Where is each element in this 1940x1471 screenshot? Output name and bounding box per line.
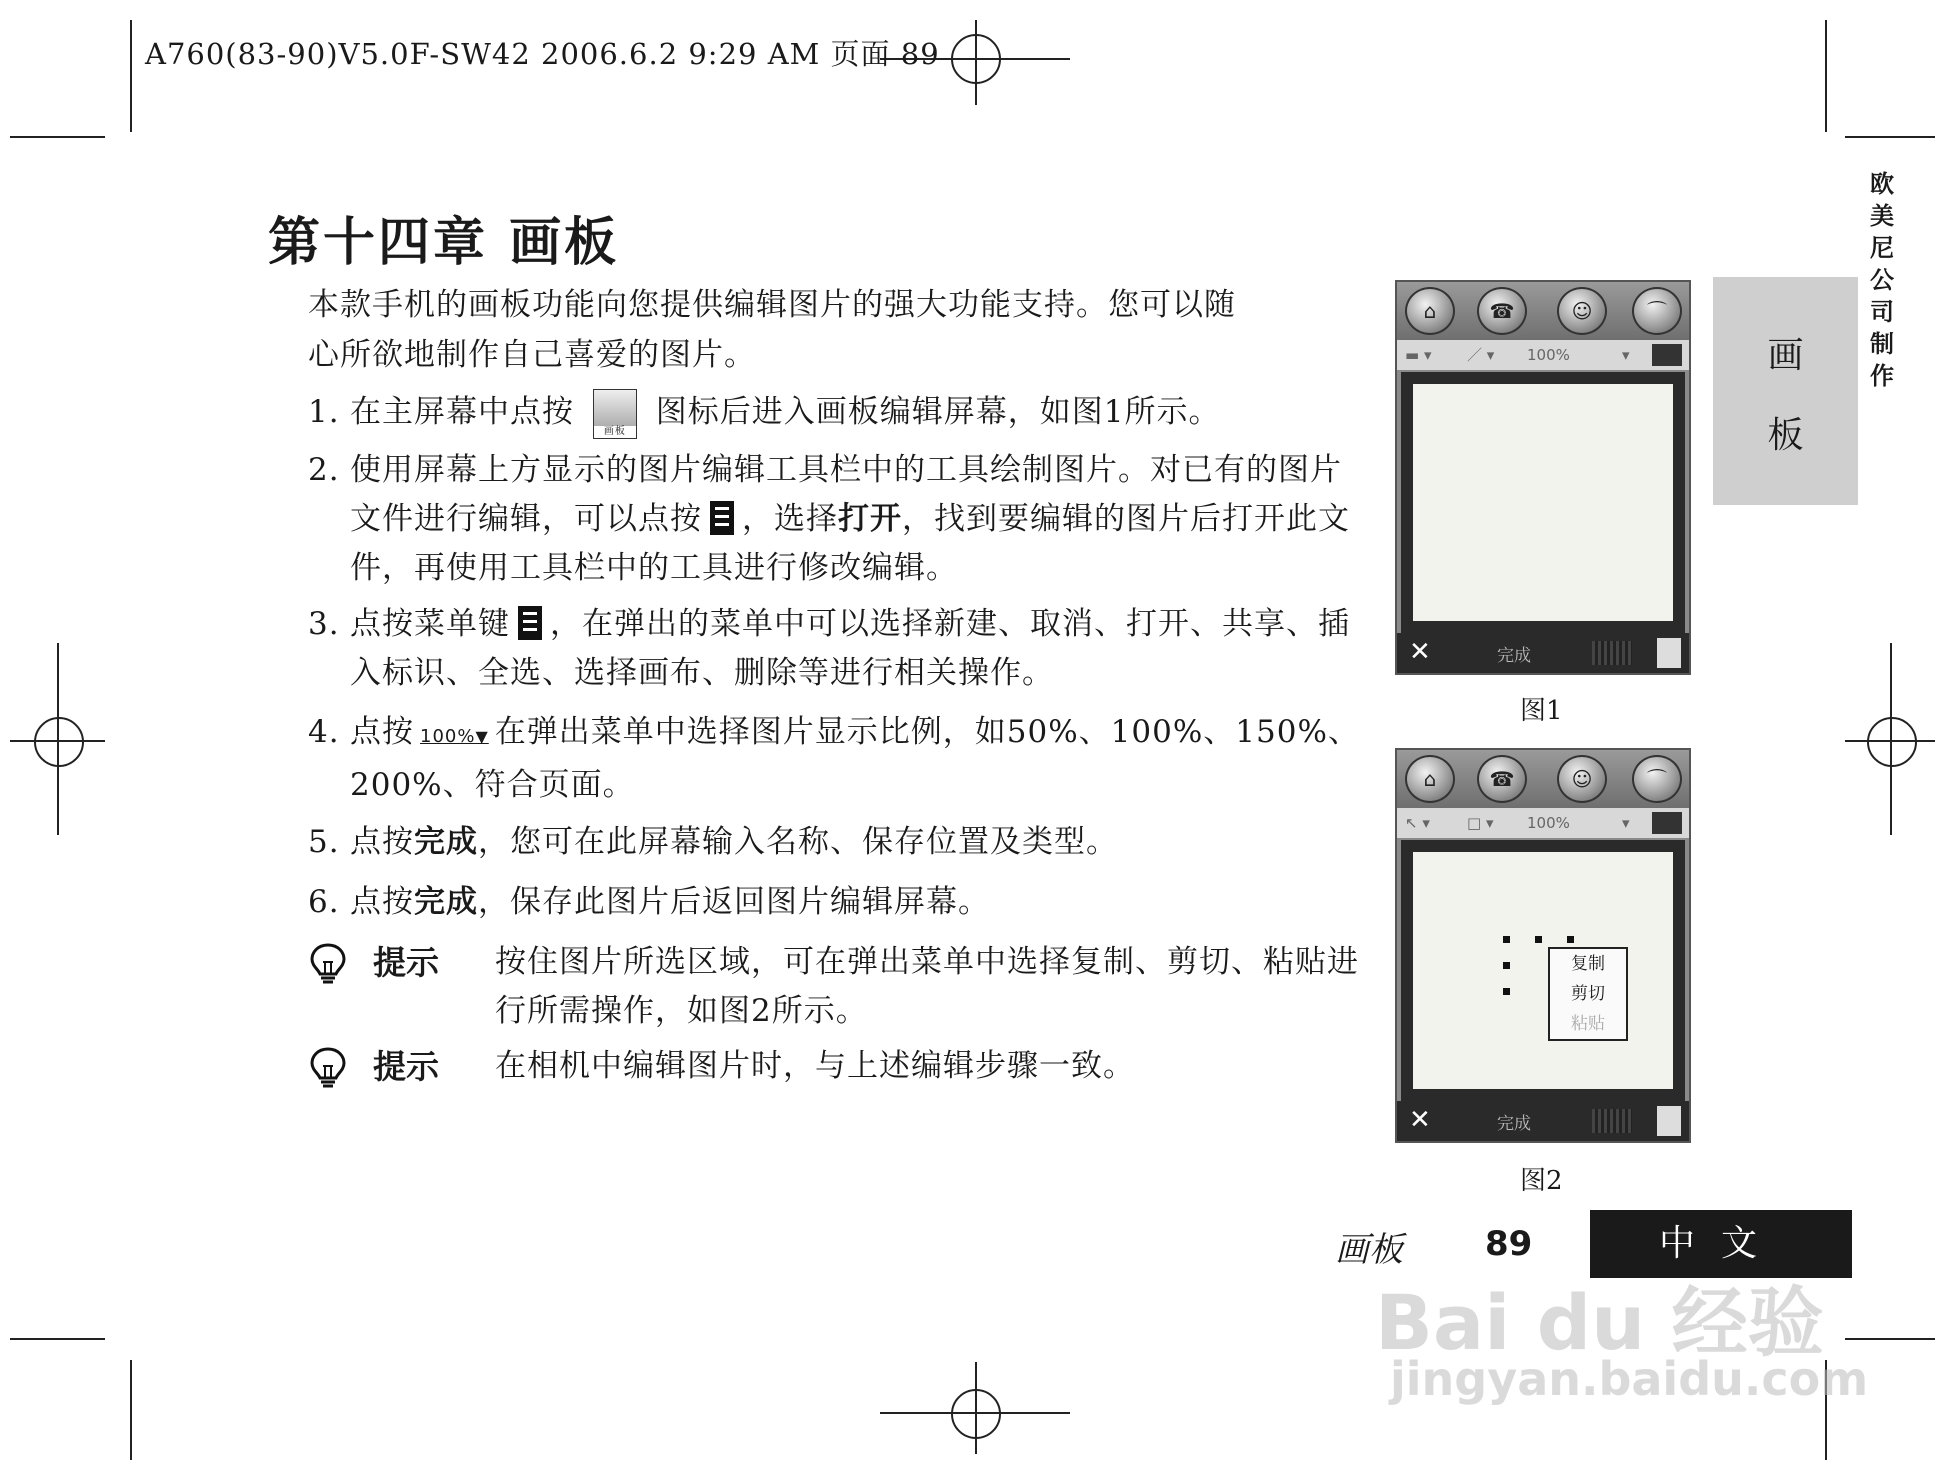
color-swatch xyxy=(1652,812,1682,834)
figure-2-screenshot xyxy=(1395,748,1691,1143)
crop-mark-bottom-right-h xyxy=(1845,1338,1935,1340)
shape-dropdown-icon: □ ▾ xyxy=(1467,814,1494,832)
baidu-watermark-url: jingyan.baidu.com xyxy=(1390,1352,1869,1406)
step-number: 2. xyxy=(308,452,340,488)
selection-handle xyxy=(1503,988,1510,995)
tip-label: 提示 xyxy=(373,943,439,982)
select-dropdown-icon: ↖ ▾ xyxy=(1405,814,1430,832)
hangup-icon: ⌒ xyxy=(1632,755,1682,803)
selection-handle xyxy=(1503,962,1510,969)
step-2 xyxy=(308,446,1368,593)
step-text: 在主屏幕中点按 xyxy=(350,394,574,430)
menu-item-copy: 复制 xyxy=(1571,954,1605,974)
menu-icon xyxy=(1657,638,1681,668)
phone-icon: ☎ xyxy=(1477,755,1527,803)
lightbulb-icon xyxy=(308,1046,348,1090)
step-text: 使用屏幕上方显示的图片编辑工具栏中的工具绘制图片。对已有的图片文件进行编辑，可以点按 xyxy=(350,452,1342,537)
contact-icon: ☺ xyxy=(1557,287,1607,335)
zoom-value: 100% xyxy=(420,726,476,747)
selection-handle xyxy=(1503,936,1510,943)
step-3 xyxy=(308,600,1368,698)
context-menu xyxy=(1548,947,1628,1041)
crop-mark-top-left-h xyxy=(10,136,105,138)
step-number: 1. xyxy=(308,394,340,430)
side-char: 司 xyxy=(1870,298,1894,326)
phone-top-bar xyxy=(1397,282,1689,340)
menu-key-icon xyxy=(518,606,542,640)
canvas-frame xyxy=(1401,372,1685,633)
step-number: 5. xyxy=(308,824,340,860)
tip-label: 提示 xyxy=(373,1047,439,1086)
intro-paragraph xyxy=(308,280,1378,380)
step-text: ，您可在此屏幕输入名称、保存位置及类型。 xyxy=(478,824,1118,860)
chapter-title: 第十四章 画板 xyxy=(268,212,620,273)
step-text: ，选择 xyxy=(742,501,838,537)
intro-line-2: 心所欲地制作自己喜爱的图片。 xyxy=(308,337,756,373)
side-char: 作 xyxy=(1870,362,1894,390)
baidu-watermark-logo: Bai du 经验 xyxy=(1375,1278,1824,1367)
zoom-dropdown: 100% xyxy=(1527,346,1570,364)
close-icon: ✕ xyxy=(1409,637,1431,667)
step-4 xyxy=(308,708,1368,810)
figure-1-screenshot xyxy=(1395,280,1691,675)
menu-key-icon xyxy=(710,501,734,535)
menu-item-paste: 粘贴 xyxy=(1571,1014,1605,1034)
step-text: ，保存此图片后返回图片编辑屏幕。 xyxy=(478,884,990,920)
drawing-canvas xyxy=(1413,852,1673,1089)
step-text: 点按 xyxy=(350,714,414,750)
selection-handle xyxy=(1535,936,1542,943)
done-button: 完成 xyxy=(1497,646,1531,666)
side-company-label xyxy=(1867,168,1897,392)
menu-icon xyxy=(1657,1106,1681,1136)
tip-text: 在相机中编辑图片时，与上述编辑步骤一致。 xyxy=(495,1048,1135,1084)
step-bold-text: 打开 xyxy=(838,501,902,537)
paint-toolbar xyxy=(1397,808,1689,838)
canvas-frame xyxy=(1401,840,1685,1101)
side-char: 美 xyxy=(1870,202,1894,230)
step-6 xyxy=(308,878,1368,927)
pen-dropdown-icon: ▬ ▾ xyxy=(1405,346,1432,364)
step-1 xyxy=(308,388,1368,439)
step-bold-text: 完成 xyxy=(414,884,478,920)
side-char: 公 xyxy=(1870,266,1894,294)
color-swatch xyxy=(1652,344,1682,366)
phone-top-bar xyxy=(1397,750,1689,808)
intro-line-1: 本款手机的画板功能向您提供编辑图片的强大功能支持。您可以随 xyxy=(308,287,1236,323)
language-tab: 中文 xyxy=(1590,1210,1852,1278)
tip-text: 按住图片所选区域，可在弹出菜单中选择复制、剪切、粘贴进行所需操作，如图2所示。 xyxy=(495,944,1359,1029)
chevron-down-icon: ▾ xyxy=(1622,346,1630,364)
menu-item-cut: 剪切 xyxy=(1571,984,1605,1004)
step-text: 图标后进入画板编辑屏幕，如图1所示。 xyxy=(655,394,1221,430)
zoom-dropdown-icon: 100%▼ xyxy=(420,726,489,747)
home-icon: ⌂ xyxy=(1405,287,1455,335)
tip-2 xyxy=(308,1042,1378,1091)
crop-mark-top-left-v xyxy=(130,20,132,132)
step-text: ，找到要编辑的图片后打开此文件，再使用工具栏中的工具进行修改编辑。 xyxy=(350,501,1350,586)
step-number: 4. xyxy=(308,714,340,750)
print-header: A760(83-90)V5.0F-SW42 2006.6.2 9:29 AM 页面 89 xyxy=(145,37,940,71)
home-icon: ⌂ xyxy=(1405,755,1455,803)
keypad-icon xyxy=(1592,641,1632,665)
close-icon: ✕ xyxy=(1409,1105,1431,1135)
figure-1-caption: 图1 xyxy=(1520,696,1563,726)
lightbulb-icon xyxy=(308,942,348,986)
side-tab-char: 画 xyxy=(1767,335,1804,376)
paint-toolbar xyxy=(1397,340,1689,370)
phone-bottom-bar xyxy=(1397,1101,1689,1141)
step-number: 6. xyxy=(308,884,340,920)
zoom-dropdown: 100% xyxy=(1527,814,1570,832)
side-char: 尼 xyxy=(1870,234,1894,262)
selection-handle xyxy=(1567,936,1574,943)
step-text: ，在弹出的菜单中可以选择新建、取消、打开、共享、插入标识、全选、选择画布、删除等进行相关操作。 xyxy=(350,606,1350,691)
page-number: 89 xyxy=(1485,1224,1533,1264)
step-text: 点按 xyxy=(350,884,414,920)
step-text: 点按菜单键 xyxy=(350,606,510,642)
step-5 xyxy=(308,818,1368,867)
phone-bottom-bar xyxy=(1397,633,1689,673)
step-text: 在弹出菜单中选择图片显示比例，如50%、100%、150%、200%、符合页面。 xyxy=(350,714,1360,803)
chapter-side-tab xyxy=(1713,277,1858,505)
paint-app-icon-caption: 画板 xyxy=(594,426,636,438)
crop-mark-top-right-h xyxy=(1845,136,1935,138)
step-bold-text: 完成 xyxy=(414,824,478,860)
crop-mark-bottom-left-v xyxy=(130,1360,132,1460)
crop-mark-top-right-v xyxy=(1825,20,1827,132)
tip-1 xyxy=(308,938,1378,1036)
done-button: 完成 xyxy=(1497,1114,1531,1134)
keypad-icon xyxy=(1592,1109,1632,1133)
paint-app-icon xyxy=(593,389,637,439)
brush-dropdown-icon: ／ ▾ xyxy=(1467,346,1495,364)
hangup-icon: ⌒ xyxy=(1632,287,1682,335)
drawing-canvas xyxy=(1413,384,1673,621)
phone-icon: ☎ xyxy=(1477,287,1527,335)
figure-2-caption: 图2 xyxy=(1520,1166,1563,1196)
contact-icon: ☺ xyxy=(1557,755,1607,803)
footer-chapter-title: 画板 xyxy=(1335,1230,1403,1270)
side-char: 制 xyxy=(1870,330,1894,358)
side-tab-char: 板 xyxy=(1767,415,1804,456)
step-text: 点按 xyxy=(350,824,414,860)
crop-mark-bottom-left-h xyxy=(10,1338,105,1340)
step-number: 3. xyxy=(308,606,340,642)
side-char: 欧 xyxy=(1870,170,1894,198)
chevron-down-icon: ▾ xyxy=(1622,814,1630,832)
